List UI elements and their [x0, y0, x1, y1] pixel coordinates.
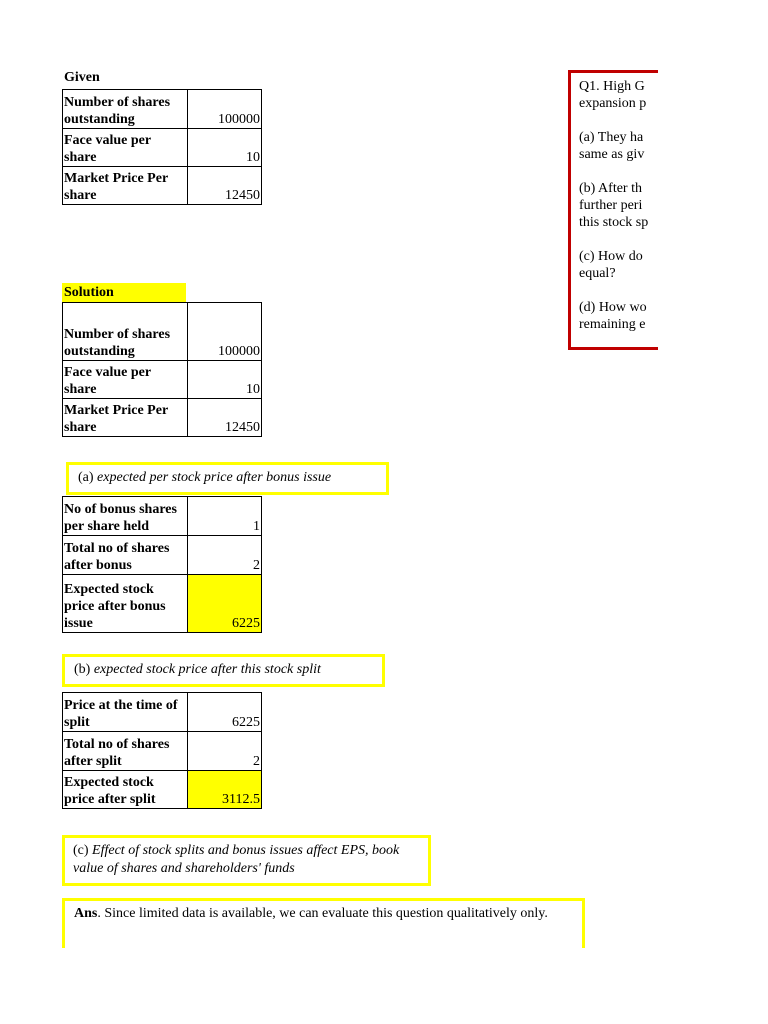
question-paragraph: (a) They ha same as giv: [579, 130, 645, 162]
part-c-prefix: (c): [73, 843, 93, 858]
row-label: Face value per share: [63, 361, 188, 399]
part-a-heading-text: expected per stock price after bonus issue: [97, 470, 332, 485]
row-value: 1: [188, 497, 262, 536]
part-b-heading-text: expected stock price after this stock split: [93, 662, 321, 677]
row-value: 6225: [188, 693, 262, 732]
table-row: [63, 361, 262, 399]
part-a-heading: [66, 462, 389, 495]
table-row: [63, 497, 262, 536]
row-label: Number of shares outstanding: [63, 90, 188, 129]
part-b-prefix: (b): [74, 662, 94, 677]
question-paragraph: (d) How wo remaining e: [579, 300, 647, 332]
question-text: [579, 78, 658, 350]
row-value: 100000: [188, 303, 262, 361]
given-table: [62, 89, 262, 205]
part-a-prefix: (a): [78, 470, 98, 485]
row-label: Expected stock price after bonus issue: [63, 575, 188, 633]
question-paragraph: (b) After th further peri this stock sp: [579, 181, 649, 230]
part-b-table: [62, 692, 262, 809]
row-value: 3112.5: [188, 771, 262, 809]
table-row: [63, 536, 262, 575]
given-title: Given: [64, 70, 100, 85]
question-paragraph: (c) How do equal?: [579, 249, 643, 281]
row-value: 10: [188, 361, 262, 399]
table-row: [63, 575, 262, 633]
row-label: No of bonus shares per share held: [63, 497, 188, 536]
part-b-heading: [62, 654, 385, 687]
row-value: 12450: [188, 167, 262, 205]
row-label: Number of shares outstanding: [63, 303, 188, 361]
row-value: 10: [188, 129, 262, 167]
row-label: Market Price Per share: [63, 399, 188, 437]
answer-label: Ans: [74, 906, 98, 921]
row-label: Market Price Per share: [63, 167, 188, 205]
part-c-heading-text: Effect of stock splits and bonus issues affect EPS, book value of shares and shareholders' funds: [73, 843, 400, 876]
row-value: 100000: [188, 90, 262, 129]
row-label: Face value per share: [63, 129, 188, 167]
solution-title: Solution: [62, 283, 186, 302]
row-label: Expected stock price after split: [63, 771, 188, 809]
table-row: [63, 90, 262, 129]
question-paragraph: Q1. High G expansion p: [579, 79, 647, 111]
row-label: Total no of shares after bonus: [63, 536, 188, 575]
row-value: 6225: [188, 575, 262, 633]
solution-table: [62, 302, 262, 437]
table-row: [63, 129, 262, 167]
table-row: [63, 732, 262, 771]
part-c-heading: [62, 835, 431, 886]
table-row: [63, 399, 262, 437]
row-value: 12450: [188, 399, 262, 437]
row-label: Price at the time of split: [63, 693, 188, 732]
answer-box: [62, 898, 585, 948]
row-label: Total no of shares after split: [63, 732, 188, 771]
table-row: [63, 693, 262, 732]
table-row: [63, 167, 262, 205]
question-box: [568, 70, 658, 350]
table-row: [63, 303, 262, 361]
answer-text: . Since limited data is available, we can evaluate this question qualitatively only.: [97, 906, 548, 921]
part-a-table: [62, 496, 262, 633]
row-value: 2: [188, 732, 262, 771]
table-row: [63, 771, 262, 809]
row-value: 2: [188, 536, 262, 575]
